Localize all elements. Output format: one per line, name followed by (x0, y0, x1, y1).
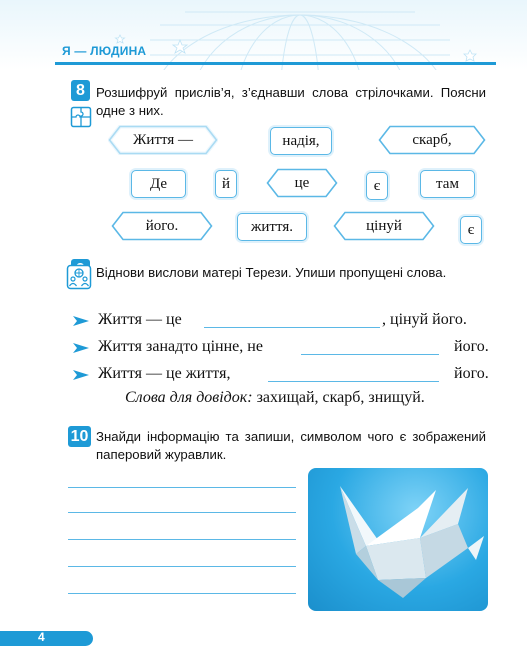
hint-label: Слова для довідок: (125, 389, 253, 406)
hint-line (125, 389, 425, 407)
answer-blank[interactable] (268, 381, 439, 382)
word-chip[interactable] (378, 125, 486, 155)
arrow-bullet-icon (72, 341, 90, 355)
task-10-number: 10 (68, 426, 91, 447)
puzzle-icon (70, 106, 92, 128)
answer-line[interactable] (68, 512, 296, 513)
task-8-number: 8 (71, 80, 90, 101)
word-chip[interactable]: Де (131, 170, 186, 198)
arrow-bullet-icon (72, 368, 90, 382)
page-number: 4 (38, 630, 45, 644)
answer-line[interactable] (68, 593, 296, 594)
header-divider (55, 62, 496, 65)
paper-crane-icon (308, 468, 488, 611)
sentence-start: Життя — це життя, (98, 365, 231, 382)
word-chip[interactable] (111, 211, 213, 241)
answer-blank[interactable] (301, 354, 439, 355)
section-title: Я — ЛЮДИНА (62, 44, 147, 58)
answer-line[interactable] (68, 487, 296, 488)
answer-blank[interactable] (204, 327, 380, 328)
word-chip[interactable]: є (460, 216, 482, 244)
hint-words: захищай, скарб, знищуй. (256, 389, 425, 406)
word-chip-label: його. (145, 217, 179, 234)
task-8-instructions: Розшифруй прислів’я, з’єднавши слова стрілочками. Поясни одне з них. (96, 85, 486, 118)
word-chip[interactable] (266, 168, 338, 198)
word-chip[interactable]: надія, (270, 127, 332, 155)
answer-line[interactable] (68, 539, 296, 540)
arrow-bullet-icon (72, 314, 90, 328)
globe-decoration (0, 0, 527, 70)
task-10-instructions: Знайди інформацію та запиши, символом чого є зображений паперовий журавлик. (96, 429, 486, 462)
word-chip[interactable] (108, 125, 218, 155)
word-chip[interactable]: там (420, 170, 475, 198)
sentence-end: його. (454, 338, 489, 355)
sentence-end: його. (454, 365, 489, 382)
word-chip[interactable]: життя. (237, 213, 307, 241)
word-chip-label: скарб, (412, 131, 452, 148)
word-chip-label: це (294, 174, 310, 191)
word-chip[interactable] (333, 211, 435, 241)
sentence-start: Життя занадто цінне, не (98, 338, 263, 355)
task-9-instructions: Віднови вислови матері Терези. Упиши пропущені слова. (96, 265, 447, 280)
sentence-end: , цінуй його. (382, 311, 467, 328)
word-chip[interactable]: є (366, 172, 388, 200)
header-band (0, 0, 527, 70)
paper-crane-photo (308, 468, 488, 611)
word-chip[interactable]: й (215, 170, 237, 198)
page-number-tab (0, 631, 93, 646)
answer-line[interactable] (68, 566, 296, 567)
sentence-start: Життя — це (98, 311, 182, 328)
word-chip-label: Життя — (132, 131, 194, 148)
people-globe-icon (66, 264, 92, 290)
word-chip-label: цінуй (366, 217, 402, 234)
